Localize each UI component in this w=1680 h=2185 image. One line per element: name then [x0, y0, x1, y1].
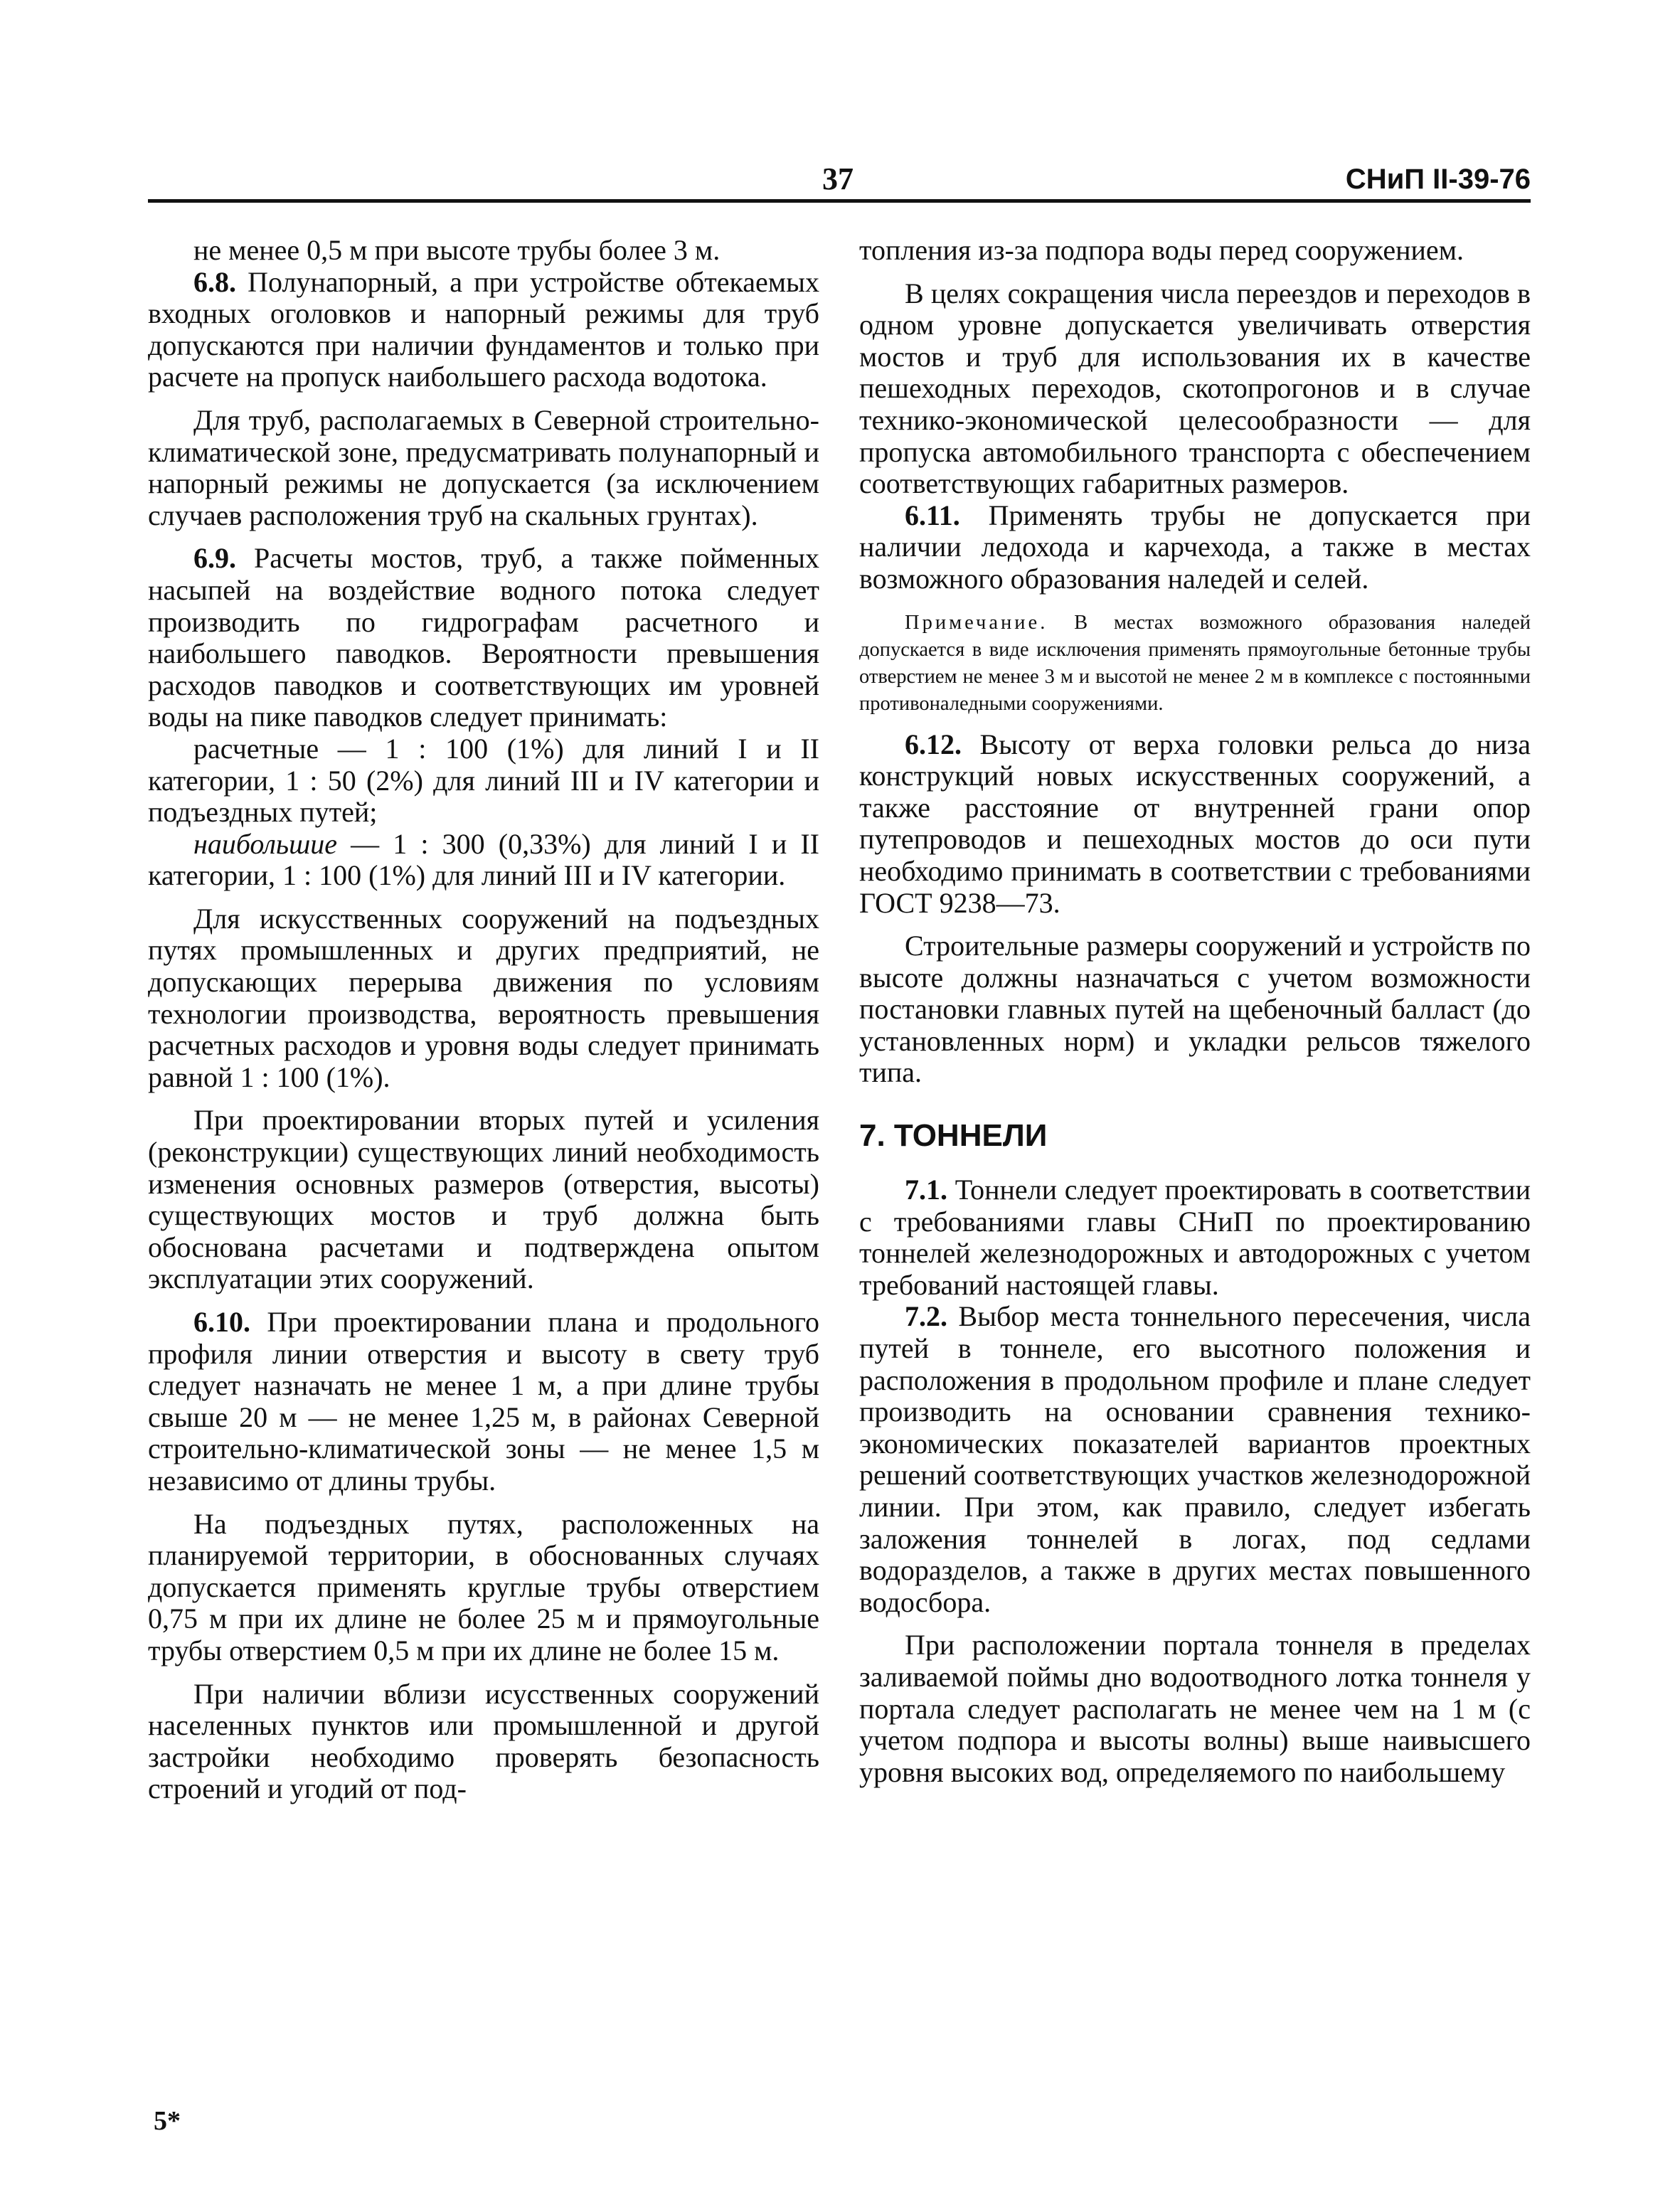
note-text: В местах возможного образования наледей допускается в виде исключения применять прямоугольные бетонные трубы отверстием не менее 3 м и высотой не менее 2 м в комплексе с постоянными противоналедными сооружениями. — [859, 611, 1531, 715]
clause-text: Полунапорный, а при устройстве обтекаемых входных оголовков и напорный режимы для труб допускаются при наличии фундаментов и только при расчете на пропуск наибольшего расхода водотока. — [148, 265, 819, 393]
clause-number: 6.11. — [905, 499, 960, 531]
left-column — [148, 235, 819, 1805]
clause-number: 7.1. — [905, 1174, 947, 1206]
paragraph: При проектировании вторых путей и усиления (реконструкции) существующих линий необходимость изменения основных размеров (отверстия, высоты) существующих мостов и труб должна быть обоснована расчетами и подтверждена опытом эксплуатации этих сооружений. — [148, 1104, 819, 1295]
clause-text: Применять трубы не допускается при наличии ледохода и карчехода, а также в местах возможного образования наледей и селей. — [859, 499, 1531, 595]
paragraph: Для труб, располагаемых в Северной строительно-климатической зоне, предусматривать полунапорный и напорный режимы не допускается (за исключением случаев расположения труб на скальных грунтах). — [148, 403, 819, 531]
clause-6-11 — [859, 500, 1531, 595]
paragraph: расчетные — 1 : 100 (1%) для линий I и II категории, 1 : 50 (2%) для линий III и IV категории и подъездных путей; — [148, 732, 819, 829]
paragraph — [148, 829, 819, 892]
paragraph: При расположении портала тоннеля в пределах заливаемой поймы дно водоотводного лотка тоннеля у портала следует располагать не менее чем на 1 м (с учетом подпора и высоты волны) выше наивысшего уровня высоких вод, определяемого по наибольшему — [859, 1629, 1531, 1788]
clause-6-10 — [148, 1307, 819, 1497]
note — [859, 610, 1531, 718]
right-column — [859, 235, 1531, 1788]
signature-mark: 5* — [154, 2106, 181, 2136]
paragraph: При наличии вблизи исусственных сооружений населенных пунктов или промышленной и другой застройки необходимо проверять безопасность строений и угодий от под- — [148, 1677, 819, 1805]
clause-number: 6.8. — [193, 265, 236, 298]
clause-text: Высоту от верха головки рельса до низа конструкций новых искусственных сооружений, а также расстояние от внутренней грани опор путепроводов и пешеходных мостов до оси пути необходимо принимать в соответствии с требованиями ГОСТ 9238—73. — [859, 728, 1531, 919]
paragraph: топления из-за подпора воды перед сооружением. — [859, 234, 1464, 266]
clause-6-9 — [148, 543, 819, 733]
page-number: 37 — [822, 161, 854, 196]
note-label: Примечание. — [905, 611, 1048, 634]
paragraph: не менее 0,5 м при высоте трубы более 3 м. — [193, 234, 721, 266]
clause-text: При проектировании плана и продольного профиля линии отверстия и высоту в свету труб следует назначать не менее 1 м, а при длине трубы свыше 20 м — не менее 1,25 м, в районах Северной строительно-климатической зоны — не менее 1,5 м независимо от длины трубы. — [148, 1306, 819, 1496]
paragraph: Для искусственных сооружений на подъездных путях промышленных и других предприятий, не допускающих перерыва движения по условиям технологии производства, вероятность превышения расчетных расходов и уровня воды следует принимать равной 1 : 100 (1%). — [148, 902, 819, 1093]
paragraph: В целях сокращения числа переездов и переходов в одном уровне допускается увеличивать отверстия мостов и труб для использования их в качестве пешеходных переходов, скотопрогонов и в случае технико-экономической целесообразности — для пропуска автомобильного транспорта с обеспечением соответствующих габаритных размеров. — [859, 277, 1531, 500]
clause-6-8 — [148, 267, 819, 393]
header-rule — [148, 199, 1531, 203]
clause-number: 6.9. — [193, 542, 236, 575]
clause-text: Выбор места тоннельного пересечения, числа путей в тоннеле, его высотного положения и расположения в продольном профиле и плане следует производить на основании сравнения технико-экономических показателей вариантов проектных решений соответствующих участков железнодорожной линии. При этом, как правило, следует избегать заложения тоннелей в логах, под седлами водоразделов, а также в других местах повышенного водосбора. — [859, 1300, 1531, 1618]
clause-number: 6.10. — [193, 1306, 250, 1338]
clause-text: Расчеты мостов, труб, а также пойменных насыпей на воздействие водного потока следует производить по гидрографам расчетного и наибольшего паводков. Вероятности превышения расходов паводков и соответствующих им уровней воды на пике паводков следует принимать: — [148, 542, 819, 733]
clause-number: 7.2. — [905, 1300, 947, 1333]
emphasis: наибольшие — [193, 827, 338, 860]
clause-7-1 — [859, 1174, 1531, 1301]
clause-number: 6.12. — [905, 728, 962, 760]
paragraph-text: — 1 : 300 (0,33%) для линий I и II категории, 1 : 100 (1%) для линий III и IV категории. — [148, 827, 819, 892]
paragraph: Строительные размеры сооружений и устройств по высоте должны назначаться с учетом возможности постановки главных путей на щебеночный балласт (до установленных норм) и укладки рельсов тяжелого типа. — [859, 930, 1531, 1089]
clause-6-12 — [859, 729, 1531, 920]
clause-7-2 — [859, 1301, 1531, 1618]
section-title: 7. ТОННЕЛИ — [859, 1118, 1048, 1154]
clause-text: Тоннели следует проектировать в соответствии с требованиями главы СНиП по проектированию тоннелей железнодорожных и автодорожных с учетом требований настоящей главы. — [859, 1174, 1531, 1301]
page-header — [148, 158, 1531, 201]
document-code: СНиП II-39-76 — [1345, 164, 1531, 195]
paragraph: На подъездных путях, расположенных на планируемой территории, в обоснованных случаях допускается применять круглые трубы отверстием 0,75 м при их длине не более 25 м и прямоугольные трубы отверстием 0,5 м при их длине не более 15 м. — [148, 1507, 819, 1666]
